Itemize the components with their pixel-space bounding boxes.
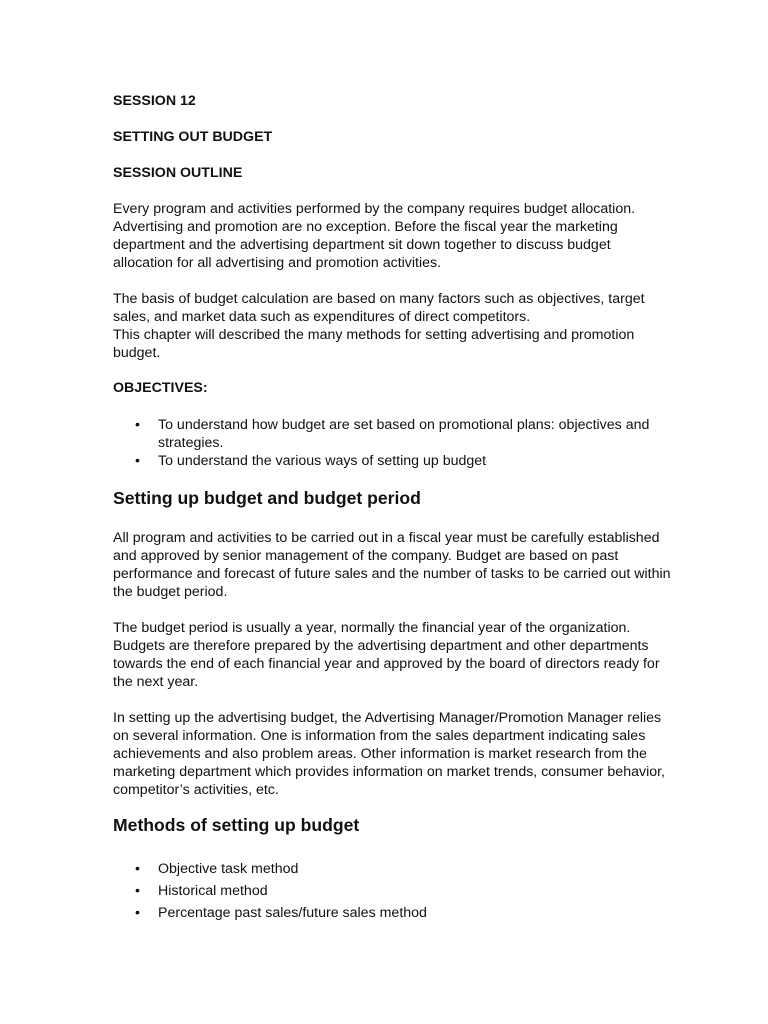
bullet-icon: • bbox=[135, 417, 140, 433]
objective-item-2 bbox=[113, 452, 673, 470]
session-label: SESSION 12 bbox=[113, 93, 196, 109]
bullet-icon: • bbox=[135, 883, 140, 899]
objectives-heading: OBJECTIVES: bbox=[113, 380, 208, 396]
method-text: Historical method bbox=[158, 883, 268, 899]
section1-paragraph-3: In setting up the advertising budget, the Advertising Manager/Promotion Manager relies on several information. One is information from the sales department indicating sales achievements and also problem areas. Other information is market research from the marketing department which provides information on market trends, consumer behavior, competitor’s activities, etc. bbox=[113, 710, 666, 798]
section1-paragraph-1: All program and activities to be carried out in a fiscal year must be carefully established and approved by senior management of the company. Budget are based on past performance and forecast of future sales and the number of tasks to be carried out within the budget period. bbox=[113, 530, 671, 600]
objective-item-1 bbox=[113, 416, 673, 452]
method-item-3 bbox=[113, 904, 673, 922]
objective-text: To understand the various ways of setting up budget bbox=[158, 453, 487, 469]
outline-paragraph-3: This chapter will described the many methods for setting advertising and promotion budget. bbox=[113, 327, 635, 361]
method-text: Percentage past sales/future sales method bbox=[158, 905, 427, 921]
objective-text: To understand how budget are set based on promotional plans: objectives and strategies. bbox=[158, 417, 650, 451]
bullet-icon: • bbox=[135, 861, 140, 877]
section-heading-budget-period: Setting up budget and budget period bbox=[113, 488, 421, 508]
method-text: Objective task method bbox=[158, 861, 299, 877]
section1-paragraph-2: The budget period is usually a year, normally the financial year of the organization. Budgets are therefore prepared by the advertising department and other departments towards the end of each financial year and approved by the board of directors ready for the next year. bbox=[113, 620, 660, 690]
bullet-icon: • bbox=[135, 453, 140, 469]
method-item-1 bbox=[113, 860, 673, 878]
outline-paragraph-1: Every program and activities performed by the company requires budget allocation. Advertising and promotion are no exception. Before the fiscal year the marketing department and the advertising department sit down together to discuss budget allocation for all advertising and promotion activities. bbox=[113, 201, 636, 271]
section-heading-methods: Methods of setting up budget bbox=[113, 815, 360, 835]
outline-paragraph-2: The basis of budget calculation are based on many factors such as objectives, target sales, and market data such as expenditures of direct competitors. bbox=[113, 291, 645, 325]
method-item-2 bbox=[113, 882, 673, 900]
bullet-icon: • bbox=[135, 905, 140, 921]
page-title: SETTING OUT BUDGET bbox=[113, 129, 273, 145]
outline-heading: SESSION OUTLINE bbox=[113, 165, 243, 181]
